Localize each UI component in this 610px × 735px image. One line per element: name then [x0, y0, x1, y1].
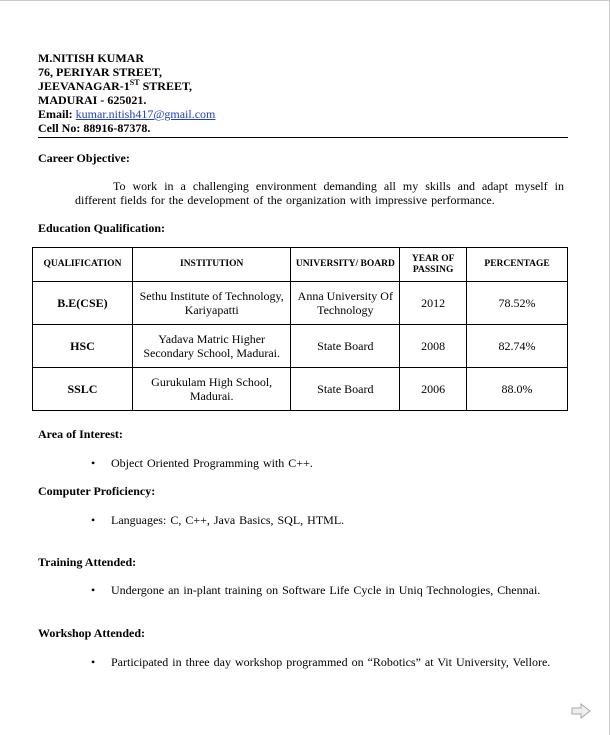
institution-cell: Gurukulam High School, Madurai. [132, 368, 291, 411]
list-item: • Participated in three day workshop programmed on “Robotics” at Vit University, Vellore. [91, 655, 551, 669]
qualification-cell: SSLC [33, 368, 133, 411]
address-line-2: JEEVANAGAR-1ST STREET, [38, 78, 193, 93]
page-edge-top [0, 0, 610, 1]
education-heading: Education Qualification: [38, 221, 166, 235]
education-table [32, 247, 568, 411]
institution-cell: Yadava Matric Higher Secondary School, Madurai. [132, 325, 291, 368]
email-link[interactable]: kumar.nitish417@gmail.com [75, 107, 216, 121]
list-item: • Undergone an in-plant training on Software Life Cycle in Uniq Technologies, Chennai. [91, 583, 541, 597]
list-item: • Languages: C, C++, Java Basics, SQL, HTML. [91, 513, 345, 527]
year-cell: 2012 [400, 282, 467, 325]
table-row [33, 325, 568, 368]
board-cell: Anna University Of Technology [291, 282, 400, 325]
percentage-cell: 82.74% [467, 325, 568, 368]
column-header: PERCENTAGE [467, 248, 568, 282]
training-heading: Training Attended: [38, 555, 137, 569]
email-line: Email: kumar.nitish417@gmail.com [38, 107, 216, 121]
percentage-cell: 78.52% [467, 282, 568, 325]
table-header-row [33, 248, 568, 282]
bullet-icon: • [91, 655, 96, 669]
board-cell: State Board [291, 325, 400, 368]
column-header: QUALIFICATION [33, 248, 133, 282]
computer-proficiency-heading: Computer Proficiency: [38, 484, 156, 498]
column-header: INSTITUTION [132, 248, 291, 282]
institution-cell: Sethu Institute of Technology, Kariyapatti [132, 282, 291, 325]
year-cell: 2006 [400, 368, 467, 411]
column-header: UNIVERSITY/ BOARD [291, 248, 400, 282]
bullet-icon: • [91, 513, 96, 527]
career-objective-heading: Career Objective: [38, 151, 130, 165]
address-line-3: MADURAI - 625021. [38, 93, 147, 107]
cell-number: Cell No: 88916-87378. [38, 121, 151, 135]
table-row [33, 282, 568, 325]
bullet-icon: • [91, 456, 96, 470]
percentage-cell: 88.0% [467, 368, 568, 411]
workshop-heading: Workshop Attended: [38, 626, 146, 640]
qualification-cell: HSC [33, 325, 133, 368]
area-of-interest-heading: Area of Interest: [38, 427, 123, 441]
table-row [33, 368, 568, 411]
header-divider [38, 137, 568, 138]
column-header: YEAR OF PASSING [400, 248, 467, 282]
career-objective-text: To work in a challenging environment demanding all my skills and adapt myself in different fields for the development of the organization with impressive performance. [75, 179, 564, 207]
year-cell: 2008 [400, 325, 467, 368]
board-cell: State Board [291, 368, 400, 411]
list-item: • Object Oriented Programming with C++. [91, 456, 313, 470]
candidate-name: M.NITISH KUMAR [38, 51, 145, 65]
arrow-right-icon[interactable] [571, 703, 591, 719]
qualification-cell: B.E(CSE) [33, 282, 133, 325]
bullet-icon: • [91, 583, 96, 597]
address-line-1: 76, PERIYAR STREET, [38, 65, 163, 79]
contact-block [38, 51, 215, 135]
